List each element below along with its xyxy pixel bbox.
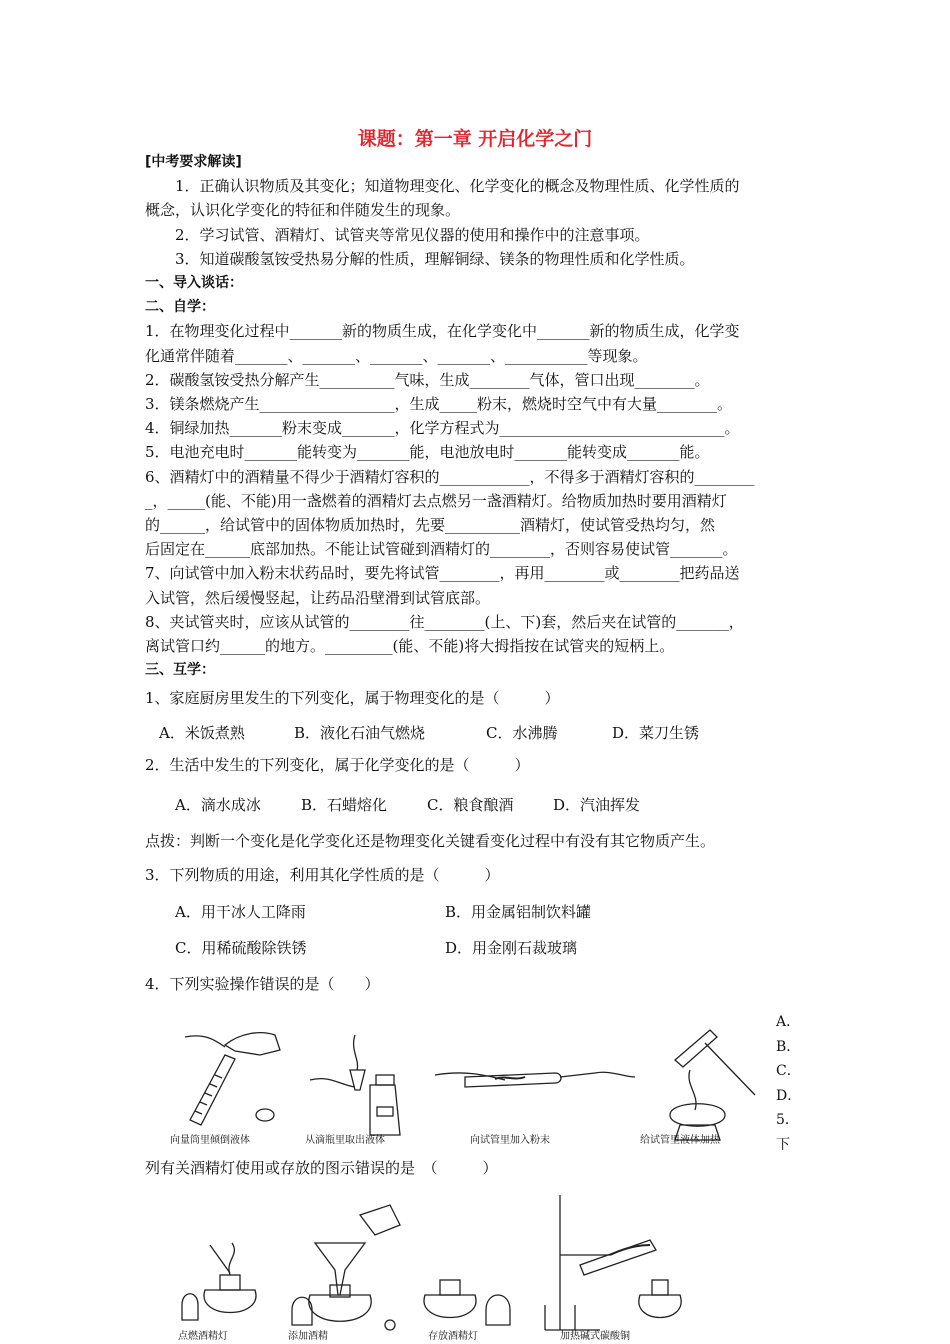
question-4-answer-labels	[776, 1010, 806, 1157]
heating-test-tube-illustration	[670, 1030, 755, 1140]
option: B．石蜡熔化	[301, 796, 388, 815]
question-1-stem: 1、家庭厨房里发生的下列变化，属于物理变化的是（ ）	[145, 689, 560, 708]
self-line: 离试管口约______的地方。_________(能、不能)将大拇指按在试管夹的短柄上。	[145, 637, 675, 656]
self-line: 后固定在______底部加热。不能让试管碰到酒精灯的________，否则容易使试管_______。	[145, 540, 738, 559]
figure-caption: 点燃酒精灯	[178, 1331, 228, 1342]
option: C．水沸腾	[486, 723, 558, 742]
self-line: _，_____(能、不能)用一盏燃着的酒精灯去点燃另一盏酒精灯。给物质加热时要用酒精灯	[145, 491, 727, 510]
graduated-cylinder-illustration	[185, 1033, 280, 1125]
self-line: 5．电池充电时_______能转变为_______能，电池放电时_______能转变成_______能。	[145, 443, 710, 462]
figure-caption: 添加酒精	[288, 1331, 328, 1342]
question-3-stem: 3．下列物质的用途，利用其化学性质的是（ ）	[145, 866, 500, 885]
question-5-stem: 列有关酒精灯使用或存放的图示错误的是 （ ）	[145, 1159, 498, 1177]
figure-caption: 从滴瓶里取出液体	[305, 1135, 385, 1146]
dropper-bottle-illustration	[310, 1035, 400, 1135]
answer-label: 5．	[776, 1112, 799, 1128]
option: A．滴水成冰	[175, 796, 261, 815]
figure-caption: 加热碱式碳酸铜	[560, 1331, 630, 1342]
req-line-2: 概念，认识化学变化的特征和伴随发生的现象。	[145, 201, 461, 220]
question-2-options	[145, 793, 820, 817]
answer-label: B．	[776, 1038, 801, 1055]
option: A．米饭煮熟	[159, 723, 245, 742]
figure-caption: 存放酒精灯	[428, 1331, 478, 1342]
self-line: 7、向试管中加入粉末状药品时，要先将试管________，再用________或________把药品送	[145, 564, 740, 583]
req-line-4: 3．知道碳酸氢铵受热易分解的性质，理解铜绿、镁条的物理性质和化学性质。	[175, 249, 695, 268]
option: B．用金属铝制饮料罐	[445, 902, 592, 921]
self-line: 的______，给试管中的固体物质加热时，先要__________酒精灯，使试管受热均匀，然	[145, 516, 716, 535]
self-line: 8、夹试管夹时，应该从试管的________往________(上、下)套，然后夹在试管的_______，	[145, 612, 744, 631]
section-1-heading: 一、导入谈话：	[145, 275, 243, 292]
adding-alcohol-illustration	[292, 1205, 400, 1330]
question-4-stem: 4．下列实验操作错误的是（ ）	[145, 975, 380, 994]
question-3-options	[145, 900, 820, 960]
answer-label: A．	[776, 1014, 801, 1030]
document-body	[145, 150, 820, 996]
option: B．液化石油气燃烧	[294, 723, 426, 742]
self-line: 4．铜绿加热_______粉末变成_______，化学方程式为______________________________。	[145, 419, 740, 438]
self-line: 化通常伴随着_______、_______、_______、_______、___________等现象。	[145, 346, 648, 365]
heating-apparatus-illustration	[545, 1195, 681, 1330]
option: A．用干冰人工降雨	[175, 902, 306, 921]
requirements-heading: [中考要求解读]	[145, 154, 242, 170]
req-line-3: 2．学习试管、酒精灯、试管夹等常见仪器的使用和操作中的注意事项。	[175, 225, 650, 244]
question-4-figures	[165, 1015, 775, 1150]
option: C．粮食酿酒	[427, 796, 514, 815]
self-line: 1．在物理变化过程中_______新的物质生成，在化学变化中_______新的物质生成，化学变	[145, 322, 740, 341]
option: C．用稀硫酸除铁锈	[175, 938, 307, 957]
hint-text: 点拨：判断一个变化是化学变化还是物理变化关键看变化过程中有没有其它物质产生。	[145, 832, 716, 851]
lighting-lamp-illustration	[182, 1243, 256, 1320]
question-2-stem: 2．生活中发生的下列变化，属于化学变化的是（ ）	[145, 755, 530, 774]
figure-caption: 向试管里加入粉末	[470, 1135, 550, 1146]
question-1-options	[145, 721, 820, 745]
stored-lamp-illustration	[424, 1280, 510, 1325]
answer-label: C．	[776, 1063, 801, 1079]
option: D．汽油挥发	[553, 796, 641, 815]
section-3-heading: 三、互学：	[145, 662, 215, 679]
self-line: 入试管，然后缓慢竖起，让药品沿壁滑到试管底部。	[145, 588, 491, 607]
answer-label: 下	[776, 1136, 790, 1153]
option: D．用金刚石裁玻璃	[445, 938, 578, 957]
option: D．菜刀生锈	[612, 723, 700, 742]
figure-caption: 向量筒里倾倒液体	[170, 1135, 250, 1146]
question-5-figures	[170, 1185, 690, 1344]
self-line: 3．镁条燃烧产生__________________，生成_____粉末，燃烧时空气中有大量________。	[145, 395, 733, 414]
self-line: 6、酒精灯中的酒精量不得少于酒精灯容积的____________，不得多于酒精灯容积的________	[145, 467, 755, 486]
figure-caption: 给试管里液体加热	[640, 1135, 720, 1146]
self-line: 2．碳酸氢铵受热分解产生__________气味，生成________气体，管口出现________。	[145, 370, 710, 389]
page-title: 课题：第一章 开启化学之门	[357, 128, 593, 150]
answer-label: D．	[776, 1087, 802, 1104]
test-tube-powder-illustration	[435, 1072, 635, 1087]
section-2-heading: 二、自学：	[145, 299, 215, 316]
req-line-1: 1．正确认识物质及其变化；知道物理变化、化学变化的概念及物理性质、化学性质的	[175, 177, 740, 196]
